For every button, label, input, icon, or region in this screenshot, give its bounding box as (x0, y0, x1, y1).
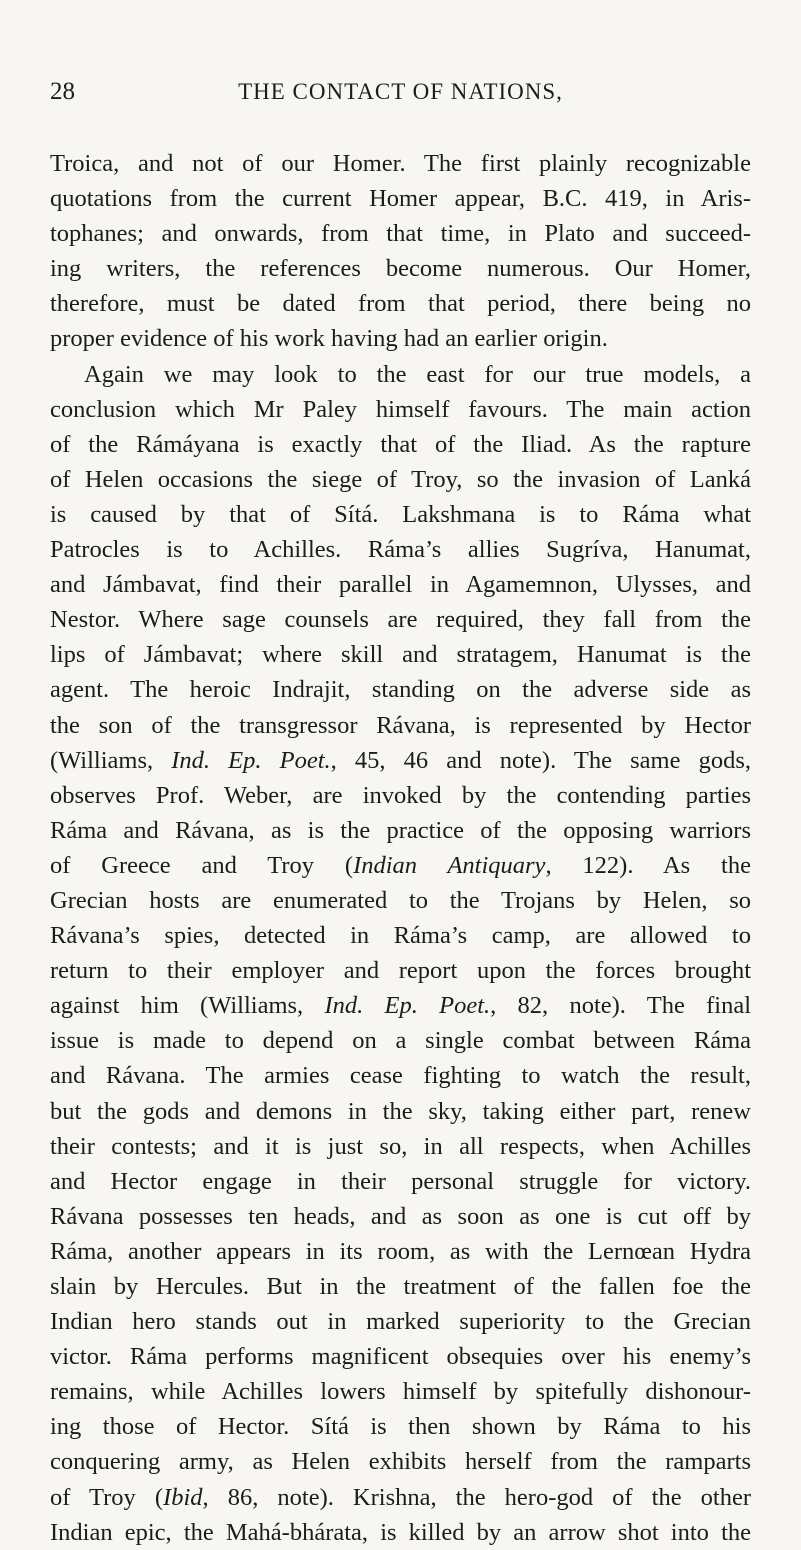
text-line: conquering army, as Helen exhibits herself from the ramparts (50, 1448, 751, 1476)
text-line: the son of the transgressor Rávana, is represented by Hector (50, 711, 751, 739)
running-title: THE CONTACT OF NATIONS, (238, 79, 563, 104)
text-line: Troica, and not of our Homer. The first plainly recognizable (50, 150, 751, 177)
text-line: (Williams, Ind. Ep. Poet., 45, 46 and note). The same gods, (50, 746, 751, 774)
text-line: Ráma, another appears in its room, as with the Lernœan Hydra (50, 1237, 751, 1265)
text-line: proper evidence of his work having had an earlier origin. (50, 325, 608, 353)
text-line: remains, while Achilles lowers himself by spitefully dishonour- (50, 1378, 751, 1406)
text-line: and Hector engage in their personal struggle for victory. (50, 1167, 751, 1195)
text-line: tophanes; and onwards, from that time, in Plato and succeed- (50, 220, 751, 248)
text-line: of Helen occasions the siege of Troy, so the invasion of Lanká (50, 465, 751, 493)
text-line: victor. Ráma performs magnificent obsequies over his enemy’s (50, 1343, 751, 1371)
text-line: Again we may look to the east for our true models, a (84, 360, 751, 388)
text-line: slain by Hercules. But in the treatment of the fallen foe the (50, 1273, 751, 1300)
page-number: 28 (50, 78, 75, 105)
text-line: therefore, must be dated from that period, there being no (50, 290, 751, 318)
text-line: and Jámbavat, find their parallel in Agamemnon, Ulysses, and (50, 571, 751, 599)
text-line: and Rávana. The armies cease fighting to watch the result, (50, 1062, 751, 1090)
text-line: agent. The heroic Indrajit, standing on the adverse side as (50, 676, 751, 704)
text-line: is caused by that of Sítá. Lakshmana is to Ráma what (50, 500, 751, 528)
text-line: issue is made to depend on a single combat between Ráma (50, 1027, 751, 1055)
text-line: Nestor. Where sage counsels are required, they fall from the (50, 606, 751, 634)
text-line: of the Rámáyana is exactly that of the Iliad. As the rapture (50, 430, 751, 458)
text-line: ing those of Hector. Sítá is then shown by Ráma to his (50, 1413, 751, 1441)
text-line: their contests; and it is just so, in all respects, when Achilles (50, 1132, 751, 1160)
body-text (50, 146, 751, 1550)
text-line: Grecian hosts are enumerated to the Trojans by Helen, so (50, 886, 751, 914)
text-line: Indian epic, the Mahá-bhárata, is killed by an arrow shot into the (50, 1518, 751, 1546)
text-line: ing writers, the references become numerous. Our Homer, (50, 255, 751, 283)
text-line: Ráma and Rávana, as is the practice of the opposing warriors (50, 816, 751, 844)
text-line: Rávana possesses ten heads, and as soon as one is cut off by (50, 1202, 751, 1230)
text-line: Patrocles is to Achilles. Ráma’s allies Sugríva, Hanumat, (50, 536, 751, 564)
text-line: quotations from the current Homer appear, B.C. 419, in Aris- (50, 185, 751, 213)
text-line: conclusion which Mr Paley himself favours. The main action (50, 395, 751, 423)
text-line: return to their employer and report upon the forces brought (50, 957, 751, 985)
text-line: against him (Williams, Ind. Ep. Poet., 82, note). The final (50, 992, 751, 1020)
text-line: of Troy (Ibid, 86, note). Krishna, the hero-god of the other (50, 1483, 751, 1511)
running-head (50, 76, 751, 108)
text-line: of Greece and Troy (Indian Antiquary, 122). As the (50, 851, 751, 879)
text-line: lips of Jámbavat; where skill and stratagem, Hanumat is the (50, 641, 751, 669)
text-line: but the gods and demons in the sky, taking either part, renew (50, 1097, 751, 1125)
text-line: Indian hero stands out in marked superiority to the Grecian (50, 1308, 751, 1336)
text-line: observes Prof. Weber, are invoked by the contending parties (50, 781, 751, 809)
text-line: Rávana’s spies, detected in Ráma’s camp, are allowed to (50, 922, 751, 950)
